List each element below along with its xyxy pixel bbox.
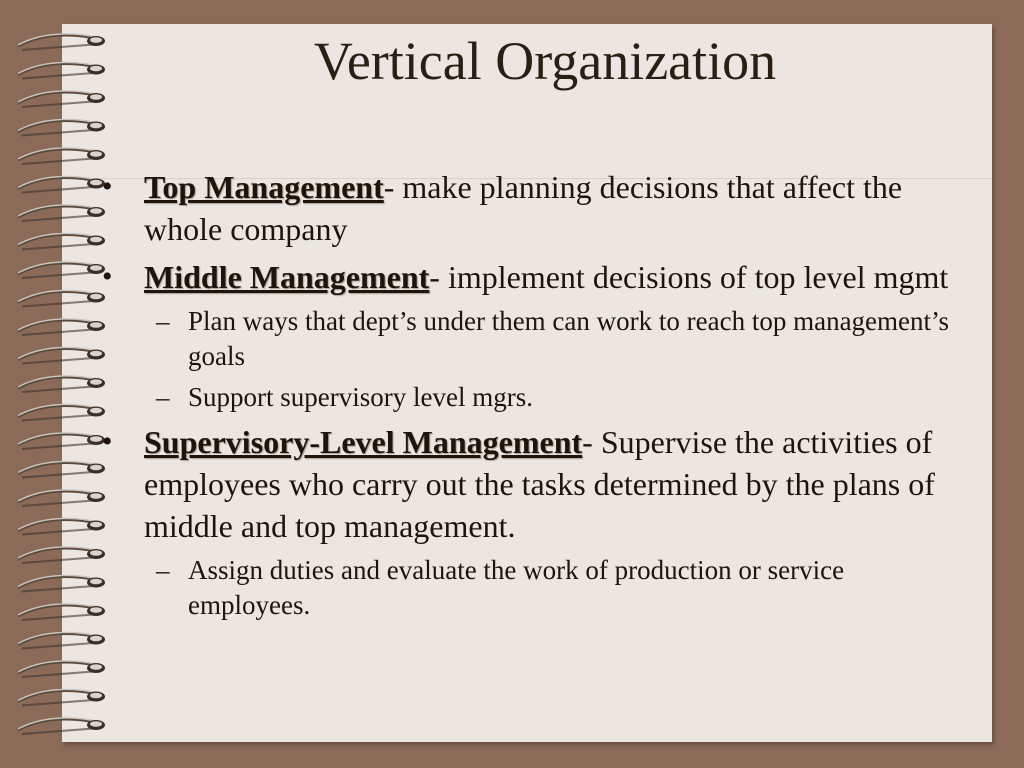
dash-icon: – [156, 306, 170, 336]
term-supervisory-level-management: Supervisory-Level Management [144, 424, 583, 460]
spiral-ring [18, 290, 105, 306]
spiral-ring [18, 262, 105, 278]
list-item-supervisory-management [100, 421, 970, 547]
sub-item-text: Plan ways that dept’s under them can work to reach top management’s goals [188, 306, 950, 371]
item-text: - make planning decisions that affect the whole company [144, 169, 903, 247]
spiral-ring [18, 376, 105, 392]
dash-icon: – [156, 382, 170, 412]
spiral-ring [18, 718, 105, 734]
spiral-ring [18, 575, 105, 591]
bullet-icon: • [102, 425, 113, 458]
sub-item [100, 553, 970, 623]
sub-item-text: Support supervisory level mgrs. [188, 382, 533, 412]
spiral-ring [18, 404, 105, 420]
bullet-icon: • [102, 260, 113, 293]
slide-title: Vertical Organization [313, 31, 777, 91]
sub-item [100, 380, 970, 415]
spiral-ring [18, 547, 105, 563]
spiral-ring [18, 490, 105, 506]
item-text: - Supervise the activities of employees who carry out the tasks determined by the plans of middle and top management. [144, 424, 935, 544]
spiral-ring [18, 461, 105, 477]
list-item-middle-management [100, 256, 970, 298]
spiral-ring [18, 433, 105, 449]
sub-item-text: Assign duties and evaluate the work of production or service employees. [188, 555, 845, 620]
term-top-management: Top Management [144, 169, 384, 205]
spiral-ring [18, 604, 105, 620]
spiral-ring [18, 34, 105, 50]
spiral-ring [18, 632, 105, 648]
spiral-ring [18, 119, 105, 135]
spiral-ring [18, 148, 105, 164]
spiral-ring [18, 319, 105, 335]
spiral-ring [18, 661, 105, 677]
dash-icon: – [156, 555, 170, 585]
spiral-ring [18, 176, 105, 192]
bullet-icon: • [102, 170, 113, 203]
list-item-top-management [100, 166, 970, 250]
bullet-list [100, 166, 970, 629]
spiral-ring [18, 205, 105, 221]
sub-item [100, 304, 970, 374]
spiral-ring [18, 91, 105, 107]
term-middle-management: Middle Management [144, 259, 430, 295]
spiral-ring [18, 233, 105, 249]
spiral-ring [18, 518, 105, 534]
spiral-ring [18, 62, 105, 78]
spiral-ring [18, 347, 105, 363]
spiral-ring [18, 689, 105, 705]
item-text: - implement decisions of top level mgmt [429, 259, 949, 295]
